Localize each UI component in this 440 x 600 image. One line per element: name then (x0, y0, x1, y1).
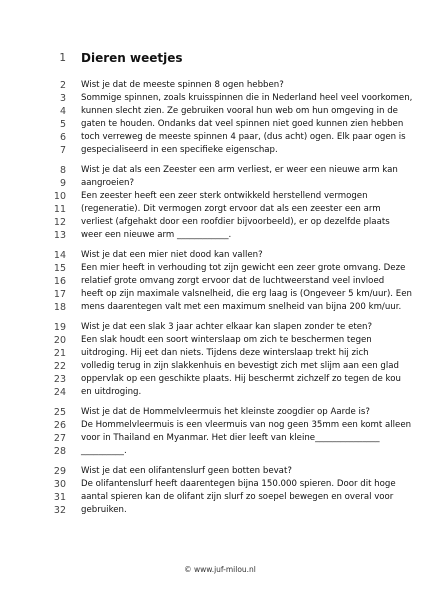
line-number: 28 (53, 446, 66, 457)
line-number: 21 (53, 348, 66, 359)
question-text: Wist je dat een olifantenslurf geen botten bevat? (81, 466, 292, 476)
text-line (0, 164, 440, 177)
body-text: gaten te houden. Ondanks dat veel spinnen niet goed kunnen zien hebben (81, 119, 404, 129)
line-number: 24 (53, 387, 66, 398)
text-line (0, 216, 440, 229)
line-number: 25 (53, 407, 66, 418)
text-line (0, 144, 440, 157)
body-text: toch verreweg de meeste spinnen 4 paar, (dus acht) ogen. Elk paar ogen is (81, 132, 406, 142)
text-line (0, 92, 440, 105)
line-number: 26 (53, 420, 66, 431)
line-number: 27 (53, 433, 66, 444)
line-number: 11 (53, 204, 66, 215)
text-line (0, 177, 440, 190)
line-number: 19 (53, 322, 66, 333)
body-text: De olifantenslurf heeft daarentegen bijna 150.000 spieren. Door dit hoge (81, 479, 396, 489)
line-number: 3 (59, 93, 66, 104)
text-line (0, 190, 440, 203)
body-text: en uitdroging. (81, 387, 142, 397)
question-text: Wist je dat de Hommelvleermuis het kleinste zoogdier op Aarde is? (81, 407, 370, 417)
text-line (0, 105, 440, 118)
body-text: Een zeester heeft een zeer sterk ontwikkeld herstellend vermogen (81, 191, 368, 201)
text-line (0, 406, 440, 419)
text-line (0, 491, 440, 504)
text-line (0, 360, 440, 373)
text-line (0, 229, 440, 242)
line-number: 22 (53, 361, 66, 372)
body-text: De Hommelvleermuis is een vleermuis van nog geen 35mm een komt alleen (81, 420, 412, 430)
question-text: Wist je dat een mier niet dood kan vallen? (81, 250, 263, 260)
body-text: (regeneratie). Dit vermogen zorgt ervoor dat als een zeester een arm (81, 204, 381, 214)
text-line (0, 504, 440, 517)
line-number: 5 (59, 119, 66, 130)
body-text: mens daarentegen valt met een maximum snelheid van bijna 200 km/uur. (81, 302, 402, 312)
text-line (0, 301, 440, 314)
text-line (0, 465, 440, 478)
body-text: gespecialiseerd in een specifieke eigenschap. (81, 145, 278, 155)
text-line (0, 275, 440, 288)
body-text: heeft op zijn maximale valsnelheid, die erg laag is (Ongeveer 5 km/uur). Een (81, 289, 412, 299)
line-number: 2 (59, 80, 66, 91)
text-line (0, 203, 440, 216)
body-text: Een mier heeft in verhouding tot zijn gewicht een zeer grote omvang. Deze (81, 263, 406, 273)
text-line (0, 347, 440, 360)
text-line (0, 373, 440, 386)
line-number: 12 (53, 217, 66, 228)
line-number: 16 (53, 276, 66, 287)
line-number: 17 (53, 289, 66, 300)
line-number: 14 (53, 250, 66, 261)
line-number: 10 (53, 191, 66, 202)
text-line (0, 288, 440, 301)
line-number: 13 (53, 230, 66, 241)
line-number: 4 (59, 106, 66, 117)
text-line (0, 249, 440, 262)
footer-copyright: © www.juf-milou.nl (184, 565, 256, 574)
line-number: 20 (53, 335, 66, 346)
question-text: Wist je dat als een Zeester een arm verliest, er weer een nieuwe arm kan (81, 165, 398, 175)
body-text: aantal spieren kan de olifant zijn slurf zo soepel bewegen en overal voor (81, 492, 394, 502)
text-line (0, 386, 440, 399)
line-number: 23 (53, 374, 66, 385)
text-line (0, 478, 440, 491)
text-line (0, 79, 440, 92)
body-text: volledig terug in zijn slakkenhuis en bevestigt zich met slijm aan een glad (81, 361, 399, 371)
page-title: Dieren weetjes (81, 51, 183, 65)
body-text: weer een nieuwe arm ____________. (81, 230, 232, 240)
question-text: aangroeien? (81, 178, 135, 188)
line-number: 29 (53, 466, 66, 477)
text-line (0, 432, 440, 445)
text-line (0, 131, 440, 144)
body-text: voor in Thailand en Myanmar. Het dier leeft van kleine_______________ (81, 433, 380, 443)
text-line (0, 321, 440, 334)
question-text: Wist je dat de meeste spinnen 8 ogen hebben? (81, 80, 284, 90)
line-number: 6 (59, 132, 66, 143)
text-line (0, 334, 440, 347)
text-line (0, 118, 440, 131)
line-number: 30 (53, 479, 66, 490)
line-number: 18 (53, 302, 66, 313)
line-number: 8 (59, 165, 66, 176)
line-number: 31 (53, 492, 66, 503)
body-text: __________. (81, 446, 127, 456)
line-number: 1 (59, 52, 66, 64)
body-text: verliest (afgehakt door een roofdier bijvoorbeeld), er op dezelfde plaats (81, 217, 390, 227)
body-text: relatief grote omvang zorgt ervoor dat de luchtweerstand veel invloed (81, 276, 385, 286)
body-text: gebruiken. (81, 505, 127, 515)
question-text: Wist je dat een slak 3 jaar achter elkaar kan slapen zonder te eten? (81, 322, 373, 332)
line-number: 7 (59, 145, 66, 156)
text-line (0, 262, 440, 275)
body-text: uitdroging. Hij eet dan niets. Tijdens deze winterslaap trekt hij zich (81, 348, 369, 358)
line-number: 15 (53, 263, 66, 274)
text-line (0, 445, 440, 458)
body-text: Een slak houdt een soort winterslaap om zich te beschermen tegen (81, 335, 372, 345)
body-text: kunnen slecht zien. Ze gebruiken vooral hun web om hun omgeving in de (81, 106, 398, 116)
body-text: Sommige spinnen, zoals kruisspinnen die in Nederland heel veel voorkomen, (81, 93, 413, 103)
text-line (0, 419, 440, 432)
text-line (0, 49, 440, 67)
line-number: 9 (59, 178, 66, 189)
line-number: 32 (53, 505, 66, 516)
body-text: oppervlak op een geschikte plaats. Hij beschermt zichzelf zo tegen de kou (81, 374, 401, 384)
